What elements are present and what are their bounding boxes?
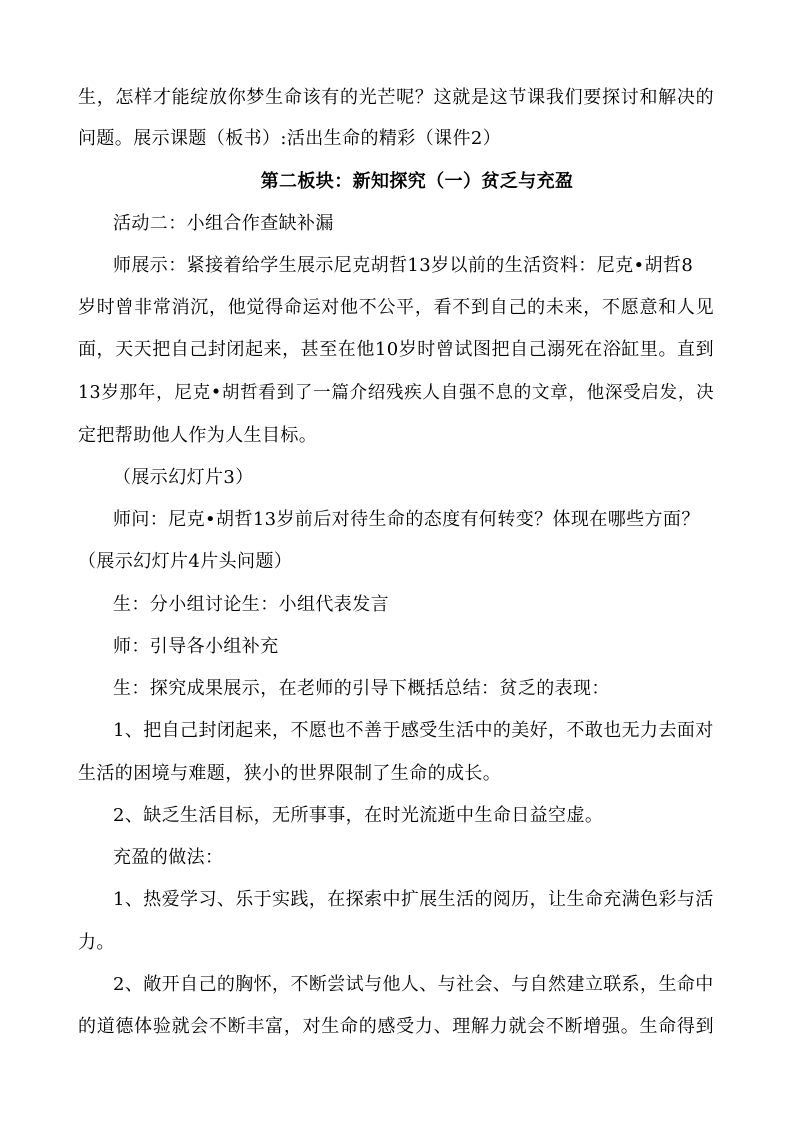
paragraph-line: 面，天天把自己封闭起来，甚至在他10岁时曾试图把自己溺死在浴缸里。直到 — [78, 339, 714, 360]
paragraph-line: 岁时曾非常消沉，他觉得命运对他不公平，看不到自己的未来，不愿意和人见 — [78, 297, 714, 318]
paragraph-line: 2、缺乏生活目标，无所事事，在时光流逝中生命日益空虚。 — [113, 805, 604, 826]
paragraph-line: 13岁那年，尼克•胡哲看到了一篇介绍残疾人自强不息的文章，他深受启发，决 — [78, 383, 714, 403]
paragraph-line: 1、把自己封闭起来，不愿也不善于感受生活中的美好，不敢也无力去面对 — [113, 720, 714, 741]
paragraph-line: 的道德体验就会不断丰富，对生命的感受力、理解力就会不断增强。生命得到 — [78, 1016, 714, 1037]
paragraph-line: 问题。展示课题（板书）:活出生命的精彩（课件2） — [78, 128, 502, 149]
section-heading: 第二板块：新知探究（一）贫乏与充盈 — [260, 171, 574, 192]
paragraph-line: 生：分小组讨论生：小组代表发言 — [113, 594, 389, 615]
paragraph-line: （展示幻灯片4片头问题） — [78, 551, 293, 572]
paragraph-line: 1、热爱学习、乐于实践，在探索中扩展生活的阅历，让生命充满色彩与活 — [113, 889, 714, 910]
paragraph-line: 生，怎样才能绽放你梦生命该有的光芒呢？这就是这节课我们要探讨和解决的 — [78, 87, 714, 108]
paragraph-line: 活动二：小组合作查缺补漏 — [113, 213, 334, 234]
paragraph-line: 生：探究成果展示，在老师的引导下概括总结：贫乏的表现： — [113, 678, 610, 699]
paragraph-line: 充盈的做法： — [113, 847, 224, 868]
paragraph-line: 生活的困境与难题，狭小的世界限制了生命的成长。 — [78, 763, 502, 784]
paragraph-line: （展示幻灯片3） — [113, 467, 254, 488]
paragraph-line: 2、敞开自己的胸怀，不断尝试与他人、与社会、与自然建立联系，生命中 — [113, 974, 714, 995]
paragraph-line: 师：引导各小组补充 — [113, 636, 279, 657]
paragraph-line: 定把帮助他人作为人生目标。 — [78, 425, 318, 446]
paragraph-line: 师问：尼克•胡哲13岁前后对待生命的态度有何转变？体现在哪些方面？ — [113, 509, 700, 530]
paragraph-line: 力。 — [78, 932, 115, 953]
paragraph-line: 师展示：紧接着给学生展示尼克胡哲13岁以前的生活资料：尼克•胡哲8 — [113, 255, 694, 276]
